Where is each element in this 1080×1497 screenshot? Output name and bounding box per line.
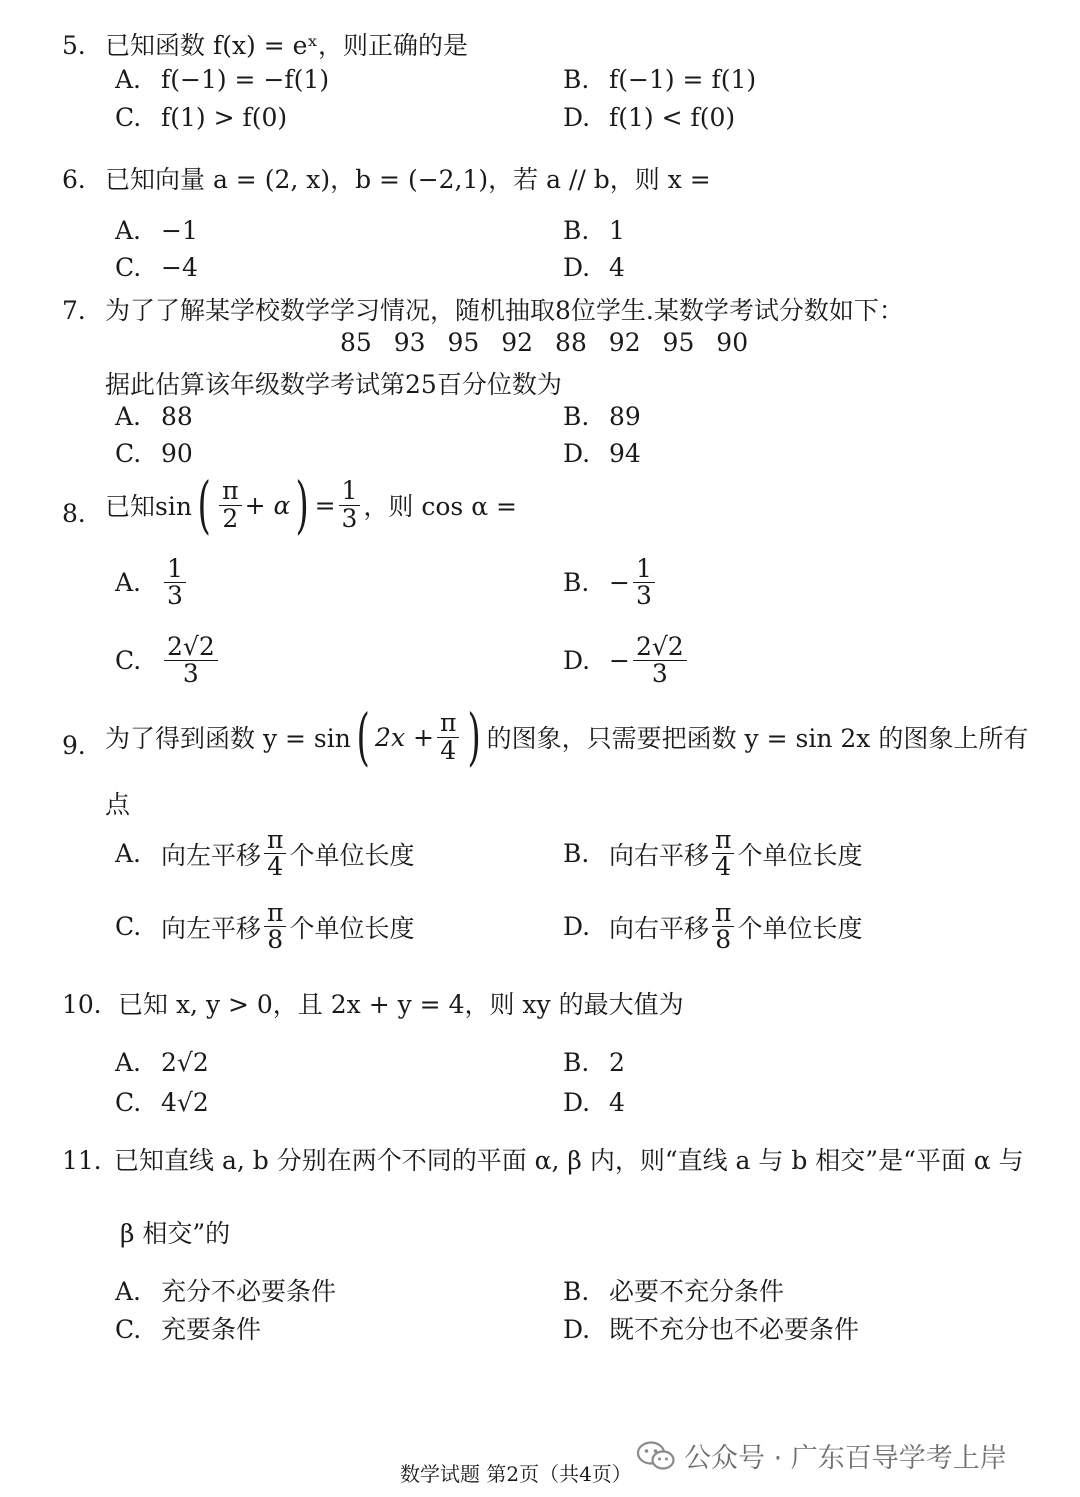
q9-stem-prefix: 为了得到函数 y = sin xyxy=(105,724,351,753)
plus-alpha: + α xyxy=(244,490,291,520)
option-label: A. xyxy=(115,1048,142,1077)
q9-inner-expression: 2x + xyxy=(375,722,434,752)
option-text: 充要条件 xyxy=(161,1315,262,1344)
option-pre: 向右平移 xyxy=(609,913,710,943)
q7-score-data: 85 93 95 92 88 92 95 90 xyxy=(340,328,749,357)
option-post: 个单位长度 xyxy=(289,840,415,870)
q5-option-d xyxy=(563,103,735,132)
option-post: 个单位长度 xyxy=(737,913,863,943)
q8-option-c xyxy=(115,634,221,688)
option-text: 4 xyxy=(609,1088,625,1117)
q9-option-a xyxy=(115,827,414,881)
option-fraction: $\frac{1}{3}$ xyxy=(164,556,186,610)
option-label: D. xyxy=(563,912,591,942)
option-fraction: $\frac{\pi}{4}$ xyxy=(264,827,286,881)
option-fraction: $\frac{1}{3}$ xyxy=(633,556,655,610)
q9-stem xyxy=(105,700,1029,773)
option-text: 94 xyxy=(609,439,641,468)
q7-stem-2: 据此估算该年级数学考试第25百分位数为 xyxy=(105,370,562,399)
option-label: D. xyxy=(563,1088,591,1117)
option-label: B. xyxy=(563,216,590,245)
q7-option-a xyxy=(115,402,193,431)
option-label: B. xyxy=(563,1048,590,1077)
q10-option-c xyxy=(115,1088,209,1117)
option-fraction: $\frac{\pi}{8}$ xyxy=(264,900,286,954)
option-label: B. xyxy=(563,65,590,94)
q10-number: 10． xyxy=(62,990,119,1019)
watermark xyxy=(636,1436,1007,1475)
option-sign: − xyxy=(609,646,630,676)
q7-option-d xyxy=(563,439,641,468)
q8-stem xyxy=(105,468,517,541)
option-label: D. xyxy=(563,439,591,468)
q11-stem: 已知直线 a, b 分别在两个不同的平面 α, β 内，则“直线 a 与 b 相交”是“平面 α 与 xyxy=(114,1146,1024,1175)
option-text: 2√2 xyxy=(161,1048,209,1077)
q7-number: 7． xyxy=(62,296,103,325)
q7-stem: 为了了解某学校数学学习情况，随机抽取8位学生.某数学考试分数如下： xyxy=(105,296,904,325)
option-pre: 向左平移 xyxy=(161,840,262,870)
option-label: B. xyxy=(563,1277,590,1306)
q6-option-a xyxy=(115,216,198,245)
option-label: A. xyxy=(115,216,142,245)
option-label: B. xyxy=(563,568,590,598)
option-fraction: $\frac{2√2}{3}$ xyxy=(164,634,218,688)
option-label: A. xyxy=(115,568,142,598)
option-fraction: $\frac{2√2}{3}$ xyxy=(633,634,687,688)
option-label: C. xyxy=(115,646,142,676)
q11-option-b xyxy=(563,1272,784,1308)
option-label: C. xyxy=(115,1315,142,1344)
option-text: f(−1) = f(1) xyxy=(609,65,757,94)
option-text: f(1) > f(0) xyxy=(161,103,288,132)
option-fraction: $\frac{\pi}{4}$ xyxy=(712,827,734,881)
option-label: D. xyxy=(563,646,591,676)
q5-option-c xyxy=(115,103,287,132)
right-paren: ) xyxy=(295,468,310,541)
option-label: A. xyxy=(115,1277,142,1306)
option-pre: 向左平移 xyxy=(161,913,262,943)
option-label: B. xyxy=(563,402,590,431)
option-label: C. xyxy=(115,253,142,282)
one-third-fraction: $\frac{1}{3}$ xyxy=(339,478,361,532)
q9-number: 9． xyxy=(62,731,103,760)
q8-option-a xyxy=(115,556,189,610)
option-text: 4√2 xyxy=(161,1088,209,1117)
q6-option-b xyxy=(563,216,625,245)
option-post: 个单位长度 xyxy=(289,913,415,943)
option-sign: − xyxy=(609,568,630,598)
q8-number: 8． xyxy=(62,499,103,528)
q11-option-d xyxy=(563,1310,859,1346)
option-label: B. xyxy=(563,839,590,869)
wechat-icon xyxy=(636,1440,676,1472)
option-text: 必要不充分条件 xyxy=(609,1277,785,1306)
option-post: 个单位长度 xyxy=(737,840,863,870)
q6-stem: 已知向量 a = (2, x)，b = (−2,1)，若 a // b，则 x = xyxy=(105,165,711,194)
left-paren: ( xyxy=(197,468,211,541)
q10-option-b xyxy=(563,1048,625,1077)
option-text: −4 xyxy=(161,253,198,282)
q8-stem-suffix: ，则 cos α = xyxy=(363,492,517,521)
q11-option-c xyxy=(115,1310,261,1346)
option-text: 4 xyxy=(609,253,625,282)
option-text: 89 xyxy=(609,402,641,431)
option-fraction: $\frac{\pi}{8}$ xyxy=(712,900,734,954)
pi-over-2-fraction: $\frac{\pi}{2}$ xyxy=(219,478,241,532)
q9-option-d xyxy=(563,900,862,954)
q5-stem: 已知函数 f(x) = eˣ，则正确的是 xyxy=(105,31,469,60)
page-footer: 数学试题 第2页（共4页） xyxy=(400,1462,632,1486)
option-text: 既不充分也不必要条件 xyxy=(609,1315,860,1344)
q5-option-a xyxy=(115,65,329,94)
option-text: 88 xyxy=(161,402,193,431)
right-paren: ) xyxy=(467,700,482,773)
option-label: C. xyxy=(115,103,142,132)
q6-option-c xyxy=(115,253,198,282)
option-text: 充分不必要条件 xyxy=(161,1277,337,1306)
option-label: D. xyxy=(563,253,591,282)
q6-number: 6． xyxy=(62,165,103,194)
option-label: C. xyxy=(115,439,142,468)
q10-stem: 已知 x, y > 0，且 2x + y = 4，则 xy 的最大值为 xyxy=(118,990,684,1019)
option-label: C. xyxy=(115,1088,142,1117)
option-label: A. xyxy=(115,65,142,94)
q7-option-b xyxy=(563,402,641,431)
q7-option-c xyxy=(115,439,193,468)
q8-option-b xyxy=(563,556,658,610)
option-text: 90 xyxy=(161,439,193,468)
option-text: f(−1) = −f(1) xyxy=(161,65,330,94)
option-label: A. xyxy=(115,839,142,869)
option-label: A. xyxy=(115,402,142,431)
left-paren: ( xyxy=(356,700,370,773)
q10-option-a xyxy=(115,1048,209,1077)
q9-stem-continuation: 点 xyxy=(105,790,131,819)
option-text: 1 xyxy=(609,216,625,245)
q5-option-b xyxy=(563,65,756,94)
watermark-text: 公众号 · 广东百导学考上岸 xyxy=(684,1443,1007,1474)
option-label: C. xyxy=(115,912,142,942)
q5-number: 5． xyxy=(62,31,103,60)
q10-option-d xyxy=(563,1088,625,1117)
q9-option-b xyxy=(563,827,862,881)
option-text: −1 xyxy=(161,216,198,245)
q6-option-d xyxy=(563,253,625,282)
equals-sign: = xyxy=(314,490,336,520)
option-text: 2 xyxy=(609,1048,625,1077)
q11-number: 11． xyxy=(62,1146,119,1175)
option-pre: 向右平移 xyxy=(609,840,710,870)
q9-option-c xyxy=(115,900,414,954)
option-text: f(1) < f(0) xyxy=(609,103,736,132)
q8-stem-prefix: 已知sin xyxy=(105,492,192,521)
pi-over-4-fraction: $\frac{\pi}{4}$ xyxy=(437,710,459,764)
q11-option-a xyxy=(115,1272,336,1308)
option-label: D. xyxy=(563,103,591,132)
q9-stem-suffix: 的图象，只需要把函数 y = sin 2x 的图象上所有 xyxy=(486,724,1029,753)
q11-stem-continuation: β 相交”的 xyxy=(120,1219,231,1248)
option-label: D. xyxy=(563,1315,591,1344)
q8-option-d xyxy=(563,634,690,688)
